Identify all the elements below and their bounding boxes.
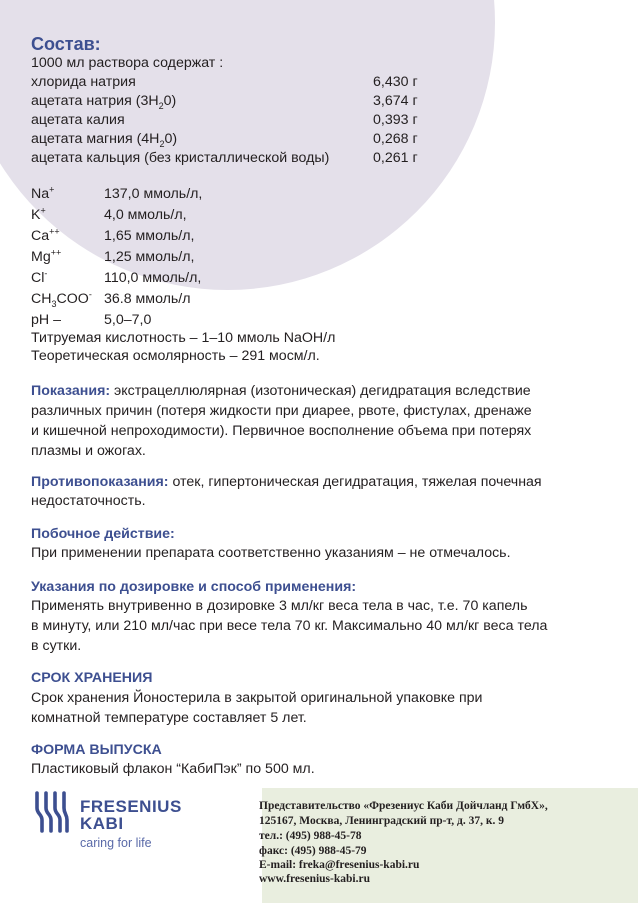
composition-amount: 0,393 г xyxy=(373,112,418,128)
composition-item: ацетата натрия $(3H_20)$ xyxy=(31,93,177,111)
ion-name: Cl- xyxy=(31,268,48,286)
ion-value: 1,65 ммоль/л, xyxy=(104,228,195,244)
composition-intro: 1000 мл раствора содержат : xyxy=(31,55,224,71)
ion-name: $CH_3COO^-$ xyxy=(31,289,92,309)
composition-title: Состав: xyxy=(31,34,101,54)
ion-value: 36.8 ммоль/л xyxy=(104,291,191,307)
composition-amount: 6,430 г xyxy=(373,74,418,90)
composition-item: ацетата магния $(4H_20)$ xyxy=(31,131,178,149)
side-effects-label: Побочное действие: xyxy=(31,526,175,542)
side-effects-line: При применении препарата соответственно указаниям – не отмечалось. xyxy=(31,545,511,561)
dosage-line: Применять внутривенно в дозировке 3 мл/кг веса тела в час, т.е. 70 капель xyxy=(31,598,528,614)
acidity-text: Титруемая кислотность – 1–10 ммоль NaOH/л xyxy=(31,330,336,346)
ion-value: 110,0 ммоль/л, xyxy=(104,270,202,286)
composition-item: ацетата кальция (без кристаллической воды) xyxy=(31,150,330,166)
ion-name: Mg++ xyxy=(31,247,62,265)
ion-value: 4,0 ммоль/л, xyxy=(104,207,187,223)
ion-name: Na+ xyxy=(31,184,55,202)
ion-value: 137,0 ммоль/л, xyxy=(104,186,203,202)
indications-line: и кишечной непроходимости). Первичное восполнение объема при потерях xyxy=(31,423,532,439)
osmolarity-text: Теоретическая осмолярность – 291 мосм/л. xyxy=(31,348,320,364)
shelf-life-line: Срок хранения Йоностерила в закрытой оригинальной упаковке при xyxy=(31,690,483,706)
shelf-life-line: комнатной температуре составляет 5 лет. xyxy=(31,710,307,726)
composition-item: ацетата калия xyxy=(31,112,125,128)
contact-email: E-mail: freka@fresenius-kabi.ru xyxy=(259,859,420,871)
dosage-line: в сутки. xyxy=(31,638,82,654)
contraindications-label: Противопоказания: xyxy=(31,474,169,490)
indications-line: плазмы и ожогах. xyxy=(31,443,146,459)
release-form-label: ФОРМА ВЫПУСКА xyxy=(31,742,162,758)
dosage-line: в минуту, или 210 мл/час при весе тела 70 кг. Максимально 40 мл/кг веса тела xyxy=(31,618,548,634)
indications-label: Показания: xyxy=(31,383,111,399)
contraindications-line: Противопоказания: отек, гипертоническая дегидратация, тяжелая почечная xyxy=(31,474,542,490)
contact-phone: тел.: (495) 988-45-78 xyxy=(259,830,362,842)
release-form-line: Пластиковый флакон “КабиПэк” по 500 мл. xyxy=(31,761,315,777)
shelf-life-label: СРОК ХРАНЕНИЯ xyxy=(31,670,153,686)
ion-name: pH – xyxy=(31,312,61,328)
ion-value: 5,0–7,0 xyxy=(104,312,152,328)
logo-name-line2: KABI xyxy=(80,814,124,833)
composition-amount: 0,261 г xyxy=(373,150,418,166)
dosage-label: Указания по дозировке и способ применения: xyxy=(31,579,357,595)
ion-value: 1,25 ммоль/л, xyxy=(104,249,195,265)
logo-name-line1: FRESENIUS xyxy=(80,797,182,816)
ion-name: K+ xyxy=(31,205,46,223)
logo-tagline: caring for life xyxy=(80,836,152,850)
indications-line: Показания: экстрацеллюлярная (изотоническая) дегидратация вследствие xyxy=(31,383,531,399)
indications-line: различных причин (потеря жидкости при диарее, рвоте, фистулах, дренаже xyxy=(31,403,532,419)
contraindications-line: недостаточность. xyxy=(31,493,146,509)
composition-item: хлорида натрия xyxy=(31,74,136,90)
contact-website: www.fresenius-kabi.ru xyxy=(259,873,370,885)
contact-fax: факс: (495) 988-45-79 xyxy=(259,845,367,857)
composition-amount: 0,268 г xyxy=(373,131,418,147)
ion-name: Ca++ xyxy=(31,226,60,244)
fresenius-kabi-logo-icon xyxy=(33,790,69,834)
contact-line: Представительство «Фрезениус Каби Дойчланд ГмбХ», xyxy=(259,800,548,812)
composition-amount: 3,674 г xyxy=(373,93,418,109)
contact-address: 125167, Москва, Ленинградский пр-т, д. 37, к. 9 xyxy=(259,815,504,827)
